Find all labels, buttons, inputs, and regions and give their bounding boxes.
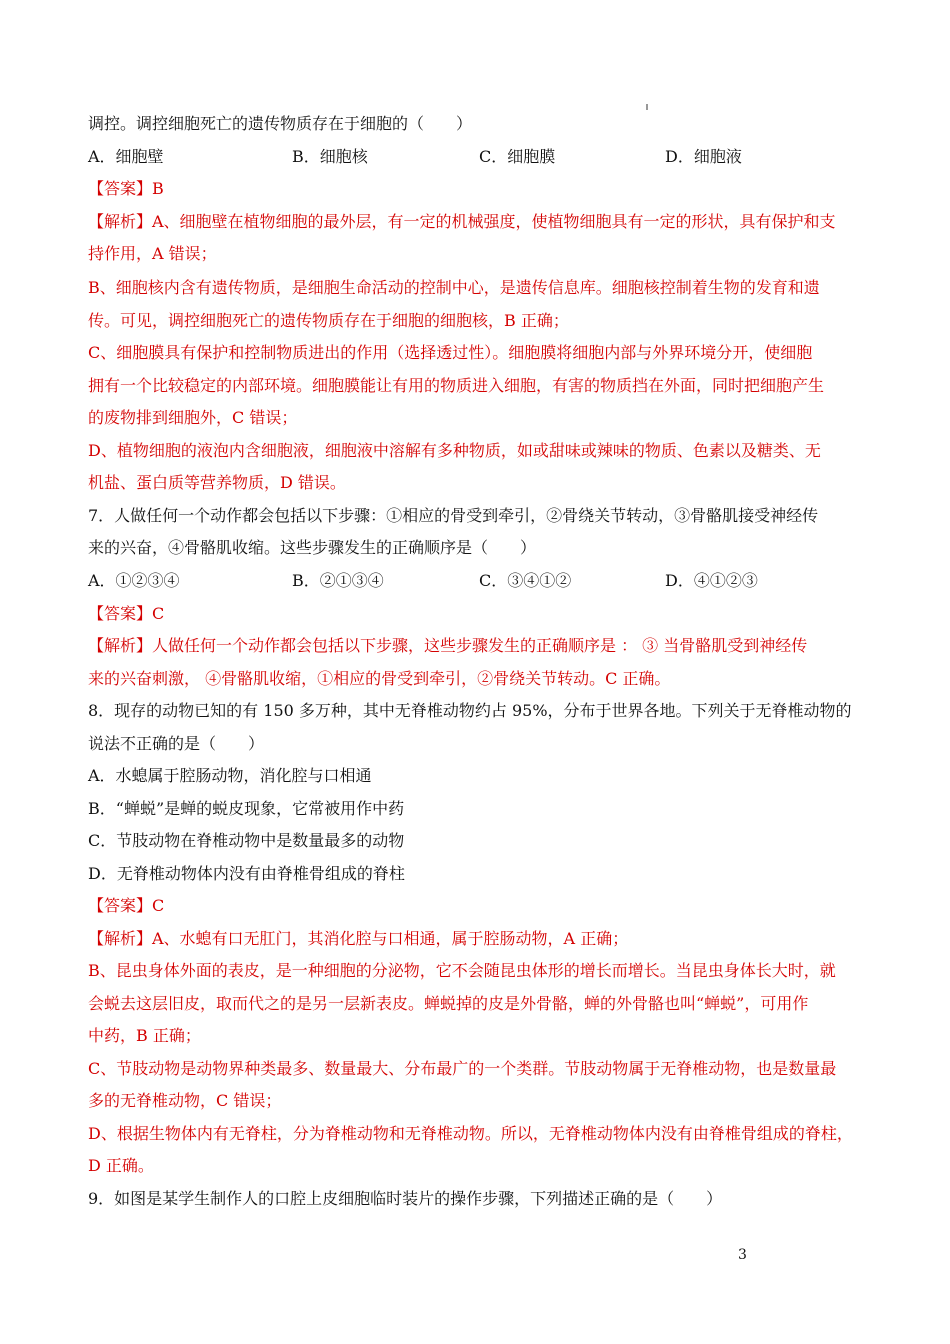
- explanation-line: C、细胞膜具有保护和控制物质进出的作用（选择透过性）。细胞膜将细胞内部与外界环境分开，使细胞: [88, 343, 813, 362]
- option-c: C．③④①②: [479, 571, 572, 590]
- page-number: 3: [738, 1247, 747, 1263]
- explanation-line: 多的无脊椎动物，C 错误；: [88, 1091, 282, 1110]
- option-b: B．细胞核: [292, 147, 368, 166]
- explanation-line: D、植物细胞的液泡内含细胞液，细胞液中溶解有多种物质，如或甜味或辣味的物质、色素以及糖类、无: [88, 441, 821, 460]
- option-a: A．水螅属于腔肠动物，消化腔与口相通: [88, 766, 372, 785]
- explanation-line: 拥有一个比较稳定的内部环境。细胞膜能让有用的物质进入细胞，有害的物质挡在外面，同时把细胞产生: [88, 376, 825, 395]
- explanation-line: 会蜕去这层旧皮，取而代之的是另一层新表皮。蝉蜕掉的皮是外骨骼，蝉的外骨骼也叫“蝉蜕”，可用作: [88, 994, 809, 1013]
- explanation-line: C、节肢动物是动物界种类最多、数量最大、分布最广的一个类群。节肢动物属于无脊椎动物，也是数量最: [88, 1059, 837, 1078]
- option-d: D．细胞液: [665, 147, 742, 166]
- option-c: C．细胞膜: [479, 147, 556, 166]
- answer: 【答案】C: [88, 896, 165, 915]
- question-7-cont: 来的兴奋，④骨骼肌收缩。这些步骤发生的正确顺序是（ ）: [88, 538, 537, 557]
- question-8-cont: 说法不正确的是（ ）: [88, 734, 265, 753]
- explanation-line: D 正确。: [88, 1156, 154, 1175]
- explanation-line: 来的兴奋刺激， ④骨骼肌收缩，①相应的骨受到牵引，②骨绕关节转动。C 正确。: [88, 669, 671, 688]
- text-line: 调控。调控细胞死亡的遗传物质存在于细胞的（ ）: [88, 114, 473, 133]
- explanation-line: 传。可见，调控细胞死亡的遗传物质存在于细胞的细胞核，B 正确；: [88, 311, 569, 330]
- explanation-line: 机盐、蛋白质等营养物质，D 错误。: [88, 473, 346, 492]
- explanation-line: 【解析】A、细胞壁在植物细胞的最外层，有一定的机械强度，使植物细胞具有一定的形状，具有保护和支: [88, 212, 836, 231]
- explanation-line: 【解析】A、水螅有口无肛门，其消化腔与口相通，属于腔肠动物，A 正确；: [88, 929, 629, 948]
- scan-mark: [646, 104, 648, 110]
- option-d: D．无脊椎动物体内没有由脊椎骨组成的脊柱: [88, 864, 405, 883]
- question-7: 7．人做任何一个动作都会包括以下步骤：①相应的骨受到牵引，②骨绕关节转动，③骨骼肌接受神经传: [88, 506, 819, 525]
- option-b: B．“蝉蜕”是蝉的蜕皮现象，它常被用作中药: [88, 799, 405, 818]
- explanation-line: B、昆虫身体外面的表皮，是一种细胞的分泌物，它不会随昆虫体形的增长而增长。当昆虫身体长大时，就: [88, 961, 836, 980]
- answer: 【答案】B: [88, 179, 164, 198]
- explanation-line: D、根据生物体内有无脊柱，分为脊椎动物和无脊椎动物。所以，无脊椎动物体内没有由脊椎骨组成的脊柱，: [88, 1124, 853, 1143]
- option-c: C．节肢动物在脊椎动物中是数量最多的动物: [88, 831, 405, 850]
- option-b: B．②①③④: [292, 571, 384, 590]
- explanation-line: 的废物排到细胞外，C 错误；: [88, 408, 298, 427]
- option-d: D．④①②③: [665, 571, 758, 590]
- explanation-line: 中药，B 正确；: [88, 1026, 201, 1045]
- explanation-line: B、细胞核内含有遗传物质，是细胞生命活动的控制中心，是遗传信息库。细胞核控制着生物的发育和遗: [88, 278, 820, 297]
- answer: 【答案】C: [88, 604, 165, 623]
- explanation-line: 【解析】人做任何一个动作都会包括以下步骤，这些步骤发生的正确顺序是 ： ③ 当骨骼肌受到神经传: [88, 636, 808, 655]
- question-9: 9．如图是某学生制作人的口腔上皮细胞临时装片的操作步骤，下列描述正确的是（ ）: [88, 1189, 723, 1208]
- option-a: A．①②③④: [88, 571, 180, 590]
- question-8: 8．现存的动物已知的有 150 多万种，其中无脊椎动物约占 95%，分布于世界各地。下列关于无脊椎动物的: [88, 701, 852, 720]
- explanation-line: 持作用，A 错误；: [88, 244, 217, 263]
- option-a: A．细胞壁: [88, 147, 164, 166]
